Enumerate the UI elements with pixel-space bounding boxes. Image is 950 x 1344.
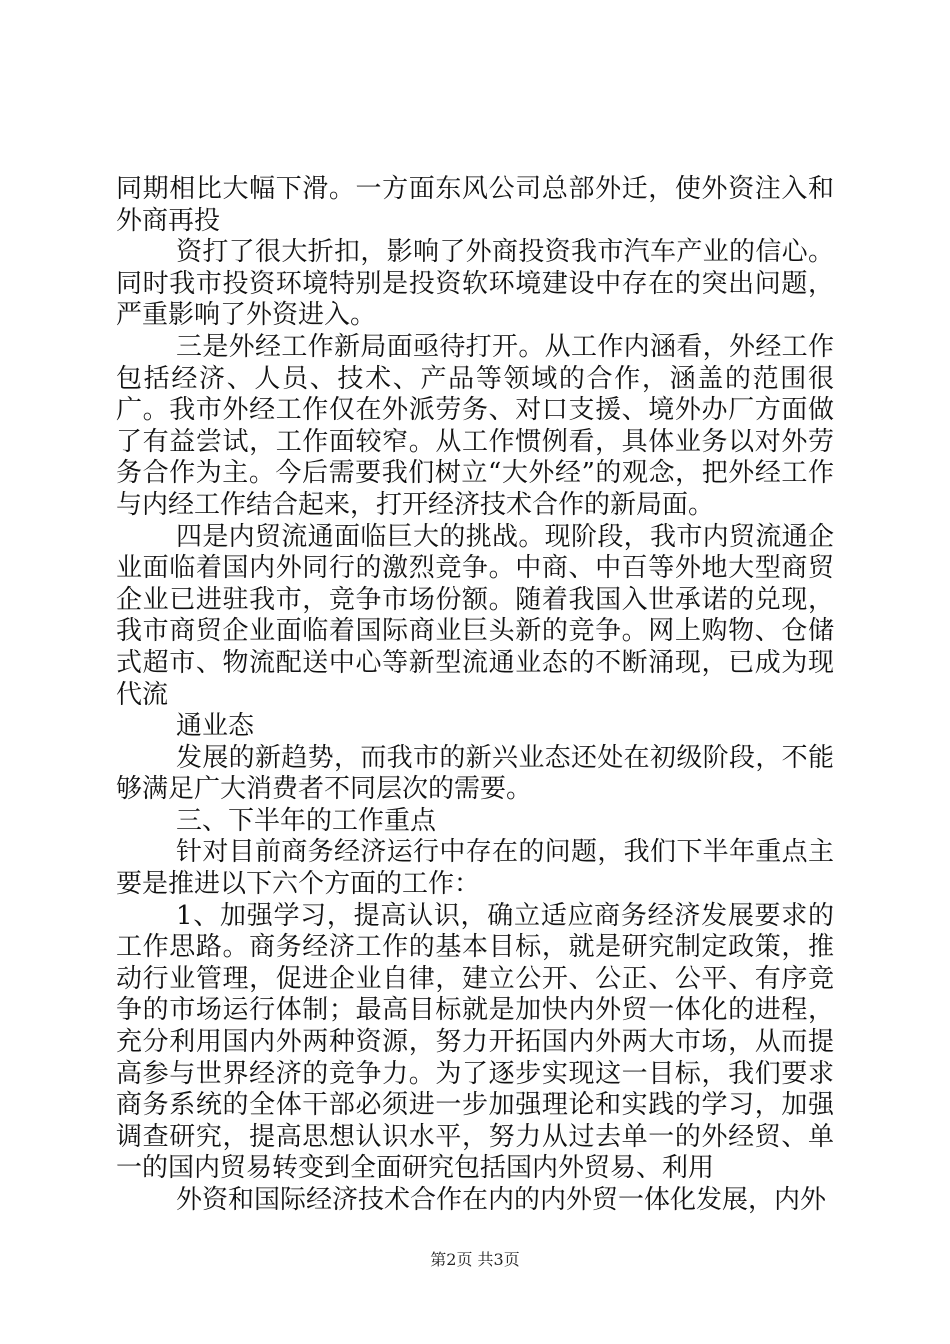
paragraph-3: 三是外经工作新局面亟待打开。从工作内涵看，外经工作包括经济、人员、技术、产品等领域的合作，涵盖的范围很广。我市外经工作仅在外派劳务、对口支援、境外办厂方面做了有益尝试，工作面较窄。从工作惯例看，具体业务以对外劳务合作为主。今后需要我们树立“大外经”的观念，把外经工作与内经工作结合起来，打开经济技术合作的新局面。 (116, 331, 834, 520)
paragraph-6: 发展的新趋势，而我市的新兴业态还处在初级阶段，不能够满足广大消费者不同层次的需要。 (116, 742, 834, 805)
paragraph-2: 资打了很大折扣，影响了外商投资我市汽车产业的信心。同时我市投资环境特别是投资软环境建设中存在的突出问题，严重影响了外资进入。 (116, 237, 834, 331)
paragraph-10: 外资和国际经济技术合作在内的内外贸一体化发展，内外 (176, 1185, 827, 1215)
paragraph-1: 同期相比大幅下滑。一方面东风公司总部外迁，使外资注入和外商再投 (116, 174, 834, 236)
paragraph-4: 四是内贸流通面临巨大的挑战。现阶段，我市内贸流通企业面临着国内外同行的激烈竞争。中商、中百等外地大型商贸企业已进驻我市，竞争市场份额。随着我国入世承诺的兑现，我市商贸企业面临着国际商业巨头新的竞争。网上购物、仓储式超市、物流配送中心等新型流通业态的不断涌现，已成为现代流 (116, 521, 834, 710)
paragraph-5: 通业态 (176, 711, 255, 742)
section-heading: 三、下半年的工作重点 (176, 805, 437, 836)
document-body (116, 174, 834, 1217)
page-number-footer: 第2页 共3页 (430, 1250, 520, 1269)
paragraph-9: 1、加强学习，提高认识，确立适应商务经济发展要求的工作思路。商务经济工作的基本目标，就是研究制定政策，推动行业管理，促进企业自律，建立公开、公正、公平、有序竞争的市场运行体制；最高目标就是加快内外贸一体化的进程，充分利用国内外两种资源，努力开拓国内外两大市场，从而提高参与世界经济的竞争力。为了逐步实现这一目标，我们要求商务系统的全体干部必须进一步加强理论和实践的学习，加强调查研究，提高思想认识水平，努力从过去单一的外经贸、单一的国内贸易转变到全面研究包括国内外贸易、利用 (116, 900, 834, 1184)
paragraph-8: 针对目前商务经济运行中存在的问题，我们下半年重点主要是推进以下六个方面的工作： (116, 837, 834, 900)
